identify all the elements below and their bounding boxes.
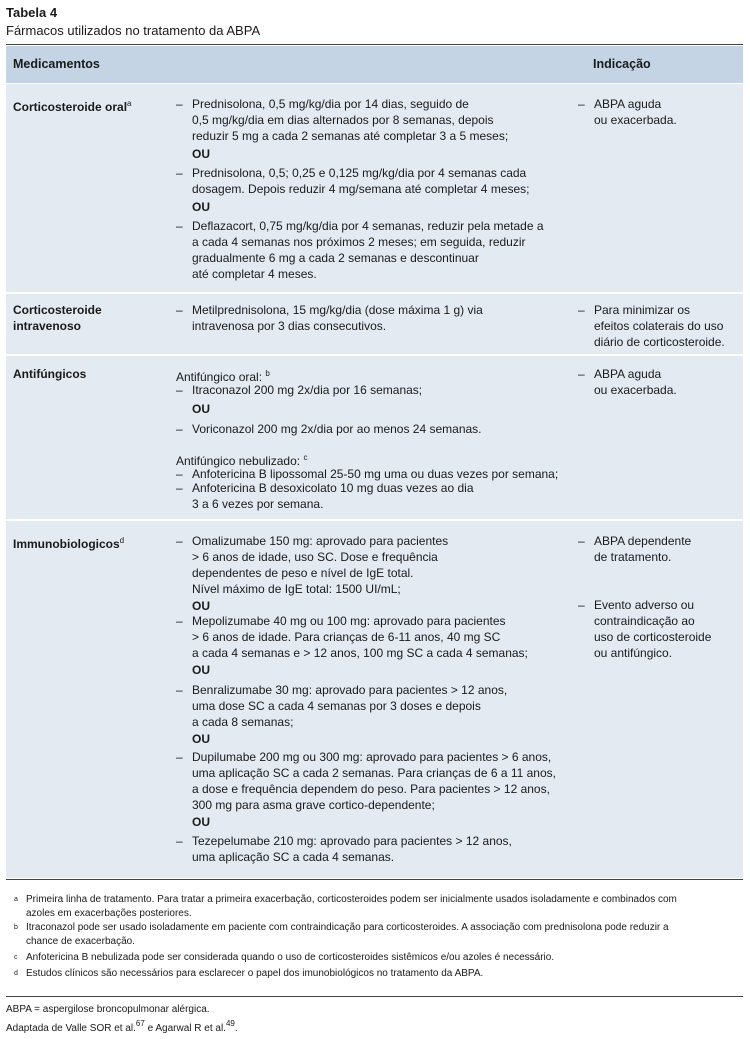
- ou-separator: OU: [192, 402, 210, 416]
- footnote-line: Itraconazol pode ser usado isoladamente em paciente com contraindicação para corticosteroides. A associação com prednisolona pode reduzir a: [26, 922, 669, 933]
- drug-line: Mepolizumabe 40 mg ou 100 mg: aprovado para pacientes: [192, 614, 506, 628]
- drug-line: Omalizumabe 150 mg: aprovado para pacientes: [192, 534, 449, 548]
- drug-line: gradualmente 6 mg a cada 2 semanas e descontinuar: [192, 251, 479, 265]
- indication-line: diário de corticosteroide.: [594, 335, 725, 349]
- drug-line: Anfotericina B desoxicolato 10 mg duas vezes ao dia: [192, 481, 474, 495]
- row-immunobiologicos: [6, 521, 743, 878]
- footnote-mark: d: [14, 970, 18, 977]
- indication-line: ABPA aguda: [594, 367, 662, 381]
- bullet-dash: –: [176, 750, 183, 764]
- drug-line: Tezepelumabe 210 mg: aprovado para pacientes > 12 anos,: [192, 834, 512, 848]
- table-label: Tabela 4: [6, 5, 58, 20]
- footnote-mark: a: [14, 896, 18, 903]
- bullet-dash: –: [176, 614, 183, 628]
- footnote-line: Primeira linha de tratamento. Para tratar a primeira exacerbação, corticosteroides podem ser inicialmente usados isoladamente e combinados com: [26, 894, 677, 905]
- drug-line: intravenosa por 3 dias consecutivos.: [192, 319, 387, 333]
- category-label: Antifúngicos: [13, 367, 87, 381]
- table-bottom-rule: [6, 879, 743, 880]
- header-medicamentos: Medicamentos: [13, 57, 100, 71]
- category-label: Immunobiologicos$^d$: [13, 536, 125, 551]
- drug-line: Itraconazol 200 mg 2x/dia por 16 semanas;: [192, 383, 423, 397]
- indication-line: Para minimizar os: [594, 303, 691, 317]
- bullet-dash: –: [176, 467, 183, 481]
- drug-line: 300 mg para asma grave cortico-dependente;: [192, 798, 435, 812]
- drug-line: > 6 anos de idade, uso SC. Dose e frequência: [192, 550, 438, 564]
- drug-line: 0,5 mg/kg/dia em dias alternados por 8 semanas, depois: [192, 113, 494, 127]
- bullet-dash: –: [578, 534, 585, 548]
- top-rule: [6, 44, 743, 45]
- footnote-line: chance de exacerbação.: [26, 936, 135, 947]
- bullet-dash: –: [176, 534, 183, 548]
- header-indicacao: Indicação: [593, 57, 651, 71]
- footnote-mark: c: [14, 954, 18, 961]
- drug-line: Anfotericina B lipossomal 25-50 mg uma ou duas vezes por semana;: [192, 467, 559, 481]
- indication-line: contraindicação ao: [594, 614, 695, 628]
- drug-line: Prednisolona, 0,5; 0,25 e 0,125 mg/kg/dia por 4 semanas cada: [192, 166, 527, 180]
- row-antifungicos: [6, 356, 743, 519]
- bullet-dash: –: [176, 834, 183, 848]
- drug-line: Prednisolona, 0,5 mg/kg/dia por 14 dias, seguido de: [192, 97, 469, 111]
- ou-separator: OU: [192, 200, 210, 214]
- drug-line: Deflazacort, 0,75 mg/kg/dia por 4 semanas, reduzir pela metade a: [192, 219, 544, 233]
- drug-line: a cada 4 semanas e > 12 anos, 100 mg SC a cada 4 semanas;: [192, 646, 528, 660]
- category-label: intravenoso: [13, 319, 82, 333]
- indication-line: ou exacerbada.: [594, 113, 677, 127]
- indication-line: ou exacerbada.: [594, 383, 677, 397]
- bullet-dash: –: [578, 598, 585, 612]
- drug-line: uma aplicação SC a cada 2 semanas. Para crianças de 6 a 11 anos,: [192, 766, 556, 780]
- bullet-dash: –: [176, 481, 183, 495]
- abbreviation-note: ABPA = aspergilose broncopulmonar alérgica.: [6, 1004, 210, 1015]
- ou-separator: OU: [192, 663, 210, 677]
- ou-separator: OU: [192, 815, 210, 829]
- drug-line: Benralizumabe 30 mg: aprovado para pacientes > 12 anos,: [192, 683, 508, 697]
- drug-line: Nível máximo de IgE total: 1500 UI/mL;: [192, 582, 401, 596]
- indication-line: de tratamento.: [594, 550, 672, 564]
- drug-line: uma aplicação SC a cada 4 semanas.: [192, 850, 395, 864]
- bullet-dash: –: [578, 367, 585, 381]
- drug-line: Voriconazol 200 mg 2x/dia por ao menos 24 semanas.: [192, 422, 482, 436]
- drug-line: > 6 anos de idade. Para crianças de 6-11 anos, 40 mg SC: [192, 630, 501, 644]
- bullet-dash: –: [176, 383, 183, 397]
- drug-line: 3 a 6 vezes por semana.: [192, 497, 324, 511]
- drug-line: a cada 8 semanas;: [192, 715, 294, 729]
- bullet-dash: –: [176, 303, 183, 317]
- indication-line: efeitos colaterais do uso: [594, 319, 724, 333]
- drug-line: dosagem. Depois reduzir 4 mg/semana até completar 4 meses;: [192, 182, 530, 196]
- drug-line: a cada 4 semanas nos próximos 2 meses; em seguida, reduzir: [192, 235, 526, 249]
- row-separator: [6, 354, 743, 355]
- row-separator: [6, 519, 743, 520]
- bullet-dash: –: [176, 219, 183, 233]
- indication-line: ou antifúngico.: [594, 646, 673, 660]
- indication-line: Evento adverso ou: [594, 598, 695, 612]
- notes-rule: [6, 996, 743, 997]
- row-corticosteroide-oral: [6, 84, 743, 292]
- drug-line: até completar 4 meses.: [192, 267, 317, 281]
- subgroup-label: Antifúngico nebulizado: $^c$: [176, 453, 308, 468]
- footnote-line: Estudos clínicos são necessários para esclarecer o papel dos imunobiológicos no tratamento da ABPA.: [26, 968, 484, 979]
- category-label: Corticosteroide oral$^a$: [13, 99, 132, 114]
- bullet-dash: –: [176, 166, 183, 180]
- footnote-line: azoles em exacerbações posteriores.: [26, 908, 192, 919]
- footnote-mark: b: [14, 924, 18, 931]
- drug-line: dependentes de peso e nível de IgE total.: [192, 566, 414, 580]
- drug-line: reduzir 5 mg a cada 2 semanas até completar 3 a 5 meses;: [192, 129, 509, 143]
- source-note: Adaptada de Valle SOR et al.$^{67}$ e Agarwal R et al.$^{49}$.: [6, 1019, 238, 1034]
- indication-line: uso de corticosteroide: [594, 630, 712, 644]
- bullet-dash: –: [176, 97, 183, 111]
- subgroup-label: Antifúngico oral: $^b$: [176, 369, 270, 384]
- category-label: Corticosteroide: [13, 303, 102, 317]
- bullet-dash: –: [578, 97, 585, 111]
- table-header: [6, 46, 743, 83]
- drug-line: a dose e frequência dependem do peso. Para pacientes > 12 anos,: [192, 782, 550, 796]
- row-separator: [6, 292, 743, 293]
- footnote-line: Anfotericina B nebulizada pode ser considerada quando o uso de corticosteroides sistêmicos e/ou azoles é necessário.: [26, 952, 555, 963]
- table-title: Fármacos utilizados no tratamento da ABPA: [6, 23, 261, 38]
- ou-separator: OU: [192, 147, 210, 161]
- drug-line: Metilprednisolona, 15 mg/kg/dia (dose máxima 1 g) via: [192, 303, 483, 317]
- row-corticosteroide-intravenoso: [6, 294, 743, 354]
- indication-line: ABPA dependente: [594, 534, 692, 548]
- ou-separator: OU: [192, 732, 210, 746]
- drug-line: Dupilumabe 200 mg ou 300 mg: aprovado para pacientes > 6 anos,: [192, 750, 552, 764]
- indication-line: ABPA aguda: [594, 97, 662, 111]
- bullet-dash: –: [176, 422, 183, 436]
- bullet-dash: –: [176, 683, 183, 697]
- bullet-dash: –: [578, 303, 585, 317]
- drug-line: uma dose SC a cada 4 semanas por 3 doses e depois: [192, 699, 481, 713]
- ou-separator: OU: [192, 599, 210, 613]
